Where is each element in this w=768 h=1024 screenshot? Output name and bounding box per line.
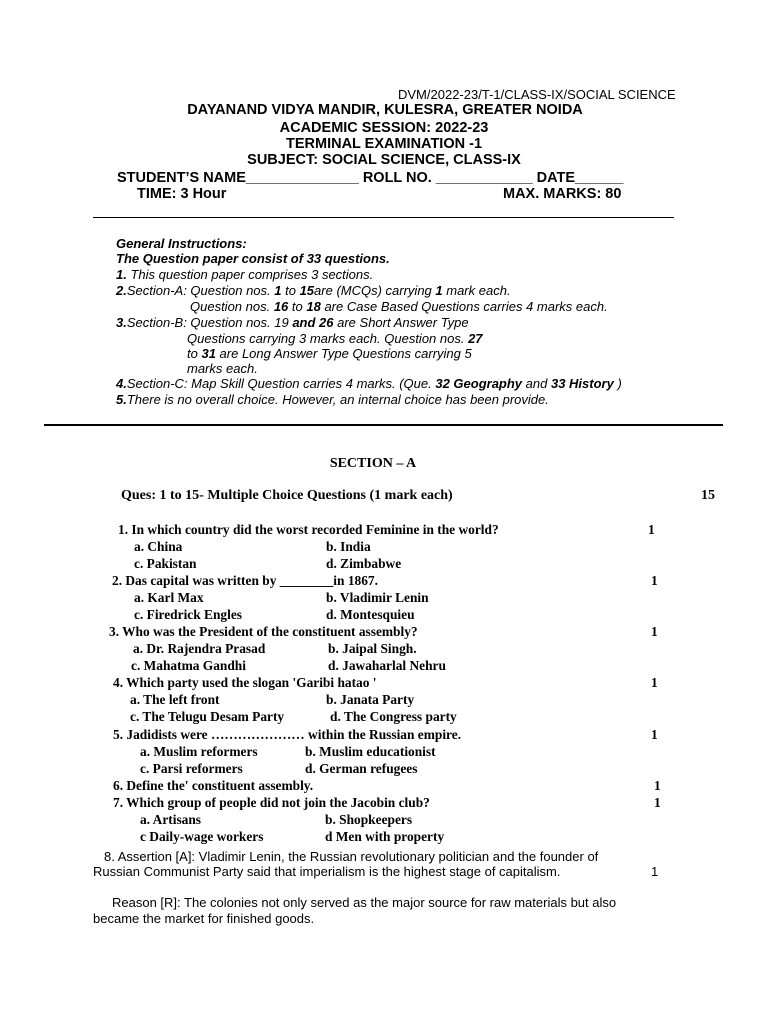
question-7: 7. Which group of people did not join the Jacobin club? <box>113 795 430 810</box>
question-2: 2. Das capital was written by ________in 1867. <box>112 573 378 588</box>
question-8-assertion-line-1: 8. Assertion [A]: Vladimir Lenin, the Russian revolutionary politician and the founder of <box>104 849 599 864</box>
exam-title: TERMINAL EXAMINATION -1 <box>285 136 483 152</box>
question-5: 5. Jadidists were ………………… within the Russian empire. <box>113 727 462 742</box>
question-1-marks: 1 <box>648 522 655 537</box>
q2-option-d: d. Montesquieu <box>326 607 415 622</box>
q4-option-b: b. Janata Party <box>326 692 415 707</box>
q2-option-b: b. Vladimir Lenin <box>326 590 429 605</box>
section-a-title: SECTION – A <box>329 456 417 471</box>
q1-option-a: a. China <box>134 539 183 554</box>
question-8-reason-line-1: Reason [R]: The colonies not only served as the major source for raw materials but also <box>112 895 617 910</box>
q5-option-c: c. Parsi reformers <box>140 761 243 776</box>
section-a-subtitle: Ques: 1 to 15- Multiple Choice Questions (1 mark each) <box>121 488 453 503</box>
q2-option-a: a. Karl Max <box>134 590 204 605</box>
instruction-2: 2.Section-A: Question nos. 1 to 15are (MCQs) carrying 1 mark each. <box>116 283 511 298</box>
q5-option-d: d. German refugees <box>305 761 418 776</box>
instruction-3: 3.Section-B: Question nos. 19 and 26 are Short Answer Type <box>116 315 469 330</box>
subject-line: SUBJECT: SOCIAL SCIENCE, CLASS-IX <box>247 152 521 168</box>
question-6: 6. Define the' constituent assembly. <box>113 778 314 793</box>
q2-option-c: c. Firedrick Engles <box>134 607 242 622</box>
school-name: DAYANAND VIDYA MANDIR, KULESRA, GREATER NOIDA <box>187 102 583 118</box>
q7-option-d: d Men with property <box>325 829 445 844</box>
q4-option-a: a. The left front <box>130 692 220 707</box>
time-label: TIME: 3 Hour <box>137 186 227 202</box>
instruction-5: 5.There is no overall choice. However, an internal choice has been provide. <box>116 392 549 407</box>
question-3-marks: 1 <box>651 624 658 639</box>
instruction-total-questions: The Question paper consist of 33 questions. <box>116 251 390 266</box>
question-6-marks: 1 <box>654 778 661 793</box>
instruction-4: 4.Section-C: Map Skill Question carries 4 marks. (Que. 32 Geography and 33 History ) <box>116 376 622 391</box>
q3-option-b: b. Jaipal Singh. <box>328 641 417 656</box>
q7-option-a: a. Artisans <box>140 812 202 827</box>
question-7-marks: 1 <box>654 795 661 810</box>
question-8-reason-line-2: became the market for finished goods. <box>93 911 315 926</box>
student-details-line: STUDENT’S NAME______________ ROLL NO. ____________ DATE______ <box>117 170 624 186</box>
instructions-divider <box>44 424 723 426</box>
q5-option-a: a. Muslim reformers <box>140 744 258 759</box>
q1-option-b: b. India <box>326 539 371 554</box>
instruction-3-cont-1: Questions carrying 3 marks each. Question nos. 27 <box>187 331 483 346</box>
instructions-heading: General Instructions: <box>116 236 247 251</box>
q7-option-b: b. Shopkeepers <box>325 812 413 827</box>
question-8-assertion-line-2: Russian Communist Party said that imperialism is the highest stage of capitalism. <box>93 864 561 879</box>
question-1: 1. In which country did the worst recorded Feminine in the world? <box>118 522 499 537</box>
academic-session: ACADEMIC SESSION: 2022-23 <box>279 120 489 136</box>
q1-option-c: c. Pakistan <box>134 556 197 571</box>
max-marks-label: MAX. MARKS: 80 <box>503 186 622 202</box>
question-8-marks: 1 <box>651 864 659 879</box>
q3-option-a: a. Dr. Rajendra Prasad <box>133 641 266 656</box>
question-4: 4. Which party used the slogan 'Garibi hatao ' <box>113 675 377 690</box>
header-divider <box>93 217 674 218</box>
q4-option-c: c. The Telugu Desam Party <box>130 709 285 724</box>
q1-option-d: d. Zimbabwe <box>326 556 402 571</box>
question-2-marks: 1 <box>651 573 658 588</box>
instruction-3-cont-2: to 31 are Long Answer Type Questions carrying 5 <box>187 346 472 361</box>
q3-option-d: d. Jawaharlal Nehru <box>328 658 446 673</box>
instruction-2-cont: Question nos. 16 to 18 are Case Based Questions carries 4 marks each. <box>190 299 608 314</box>
instruction-3-cont-3: marks each. <box>187 361 258 376</box>
q7-option-c: c Daily-wage workers <box>140 829 264 844</box>
question-3: 3. Who was the President of the constituent assembly? <box>109 624 418 639</box>
section-a-total-marks: 15 <box>701 488 715 503</box>
question-5-marks: 1 <box>651 727 658 742</box>
q3-option-c: c. Mahatma Gandhi <box>131 658 246 673</box>
instruction-1: 1. This question paper comprises 3 sections. <box>116 267 374 282</box>
paper-code: DVM/2022-23/T-1/CLASS-IX/SOCIAL SCIENCE <box>398 87 676 102</box>
question-4-marks: 1 <box>651 675 658 690</box>
q5-option-b: b. Muslim educationist <box>305 744 436 759</box>
q4-option-d: d. The Congress party <box>330 709 457 724</box>
